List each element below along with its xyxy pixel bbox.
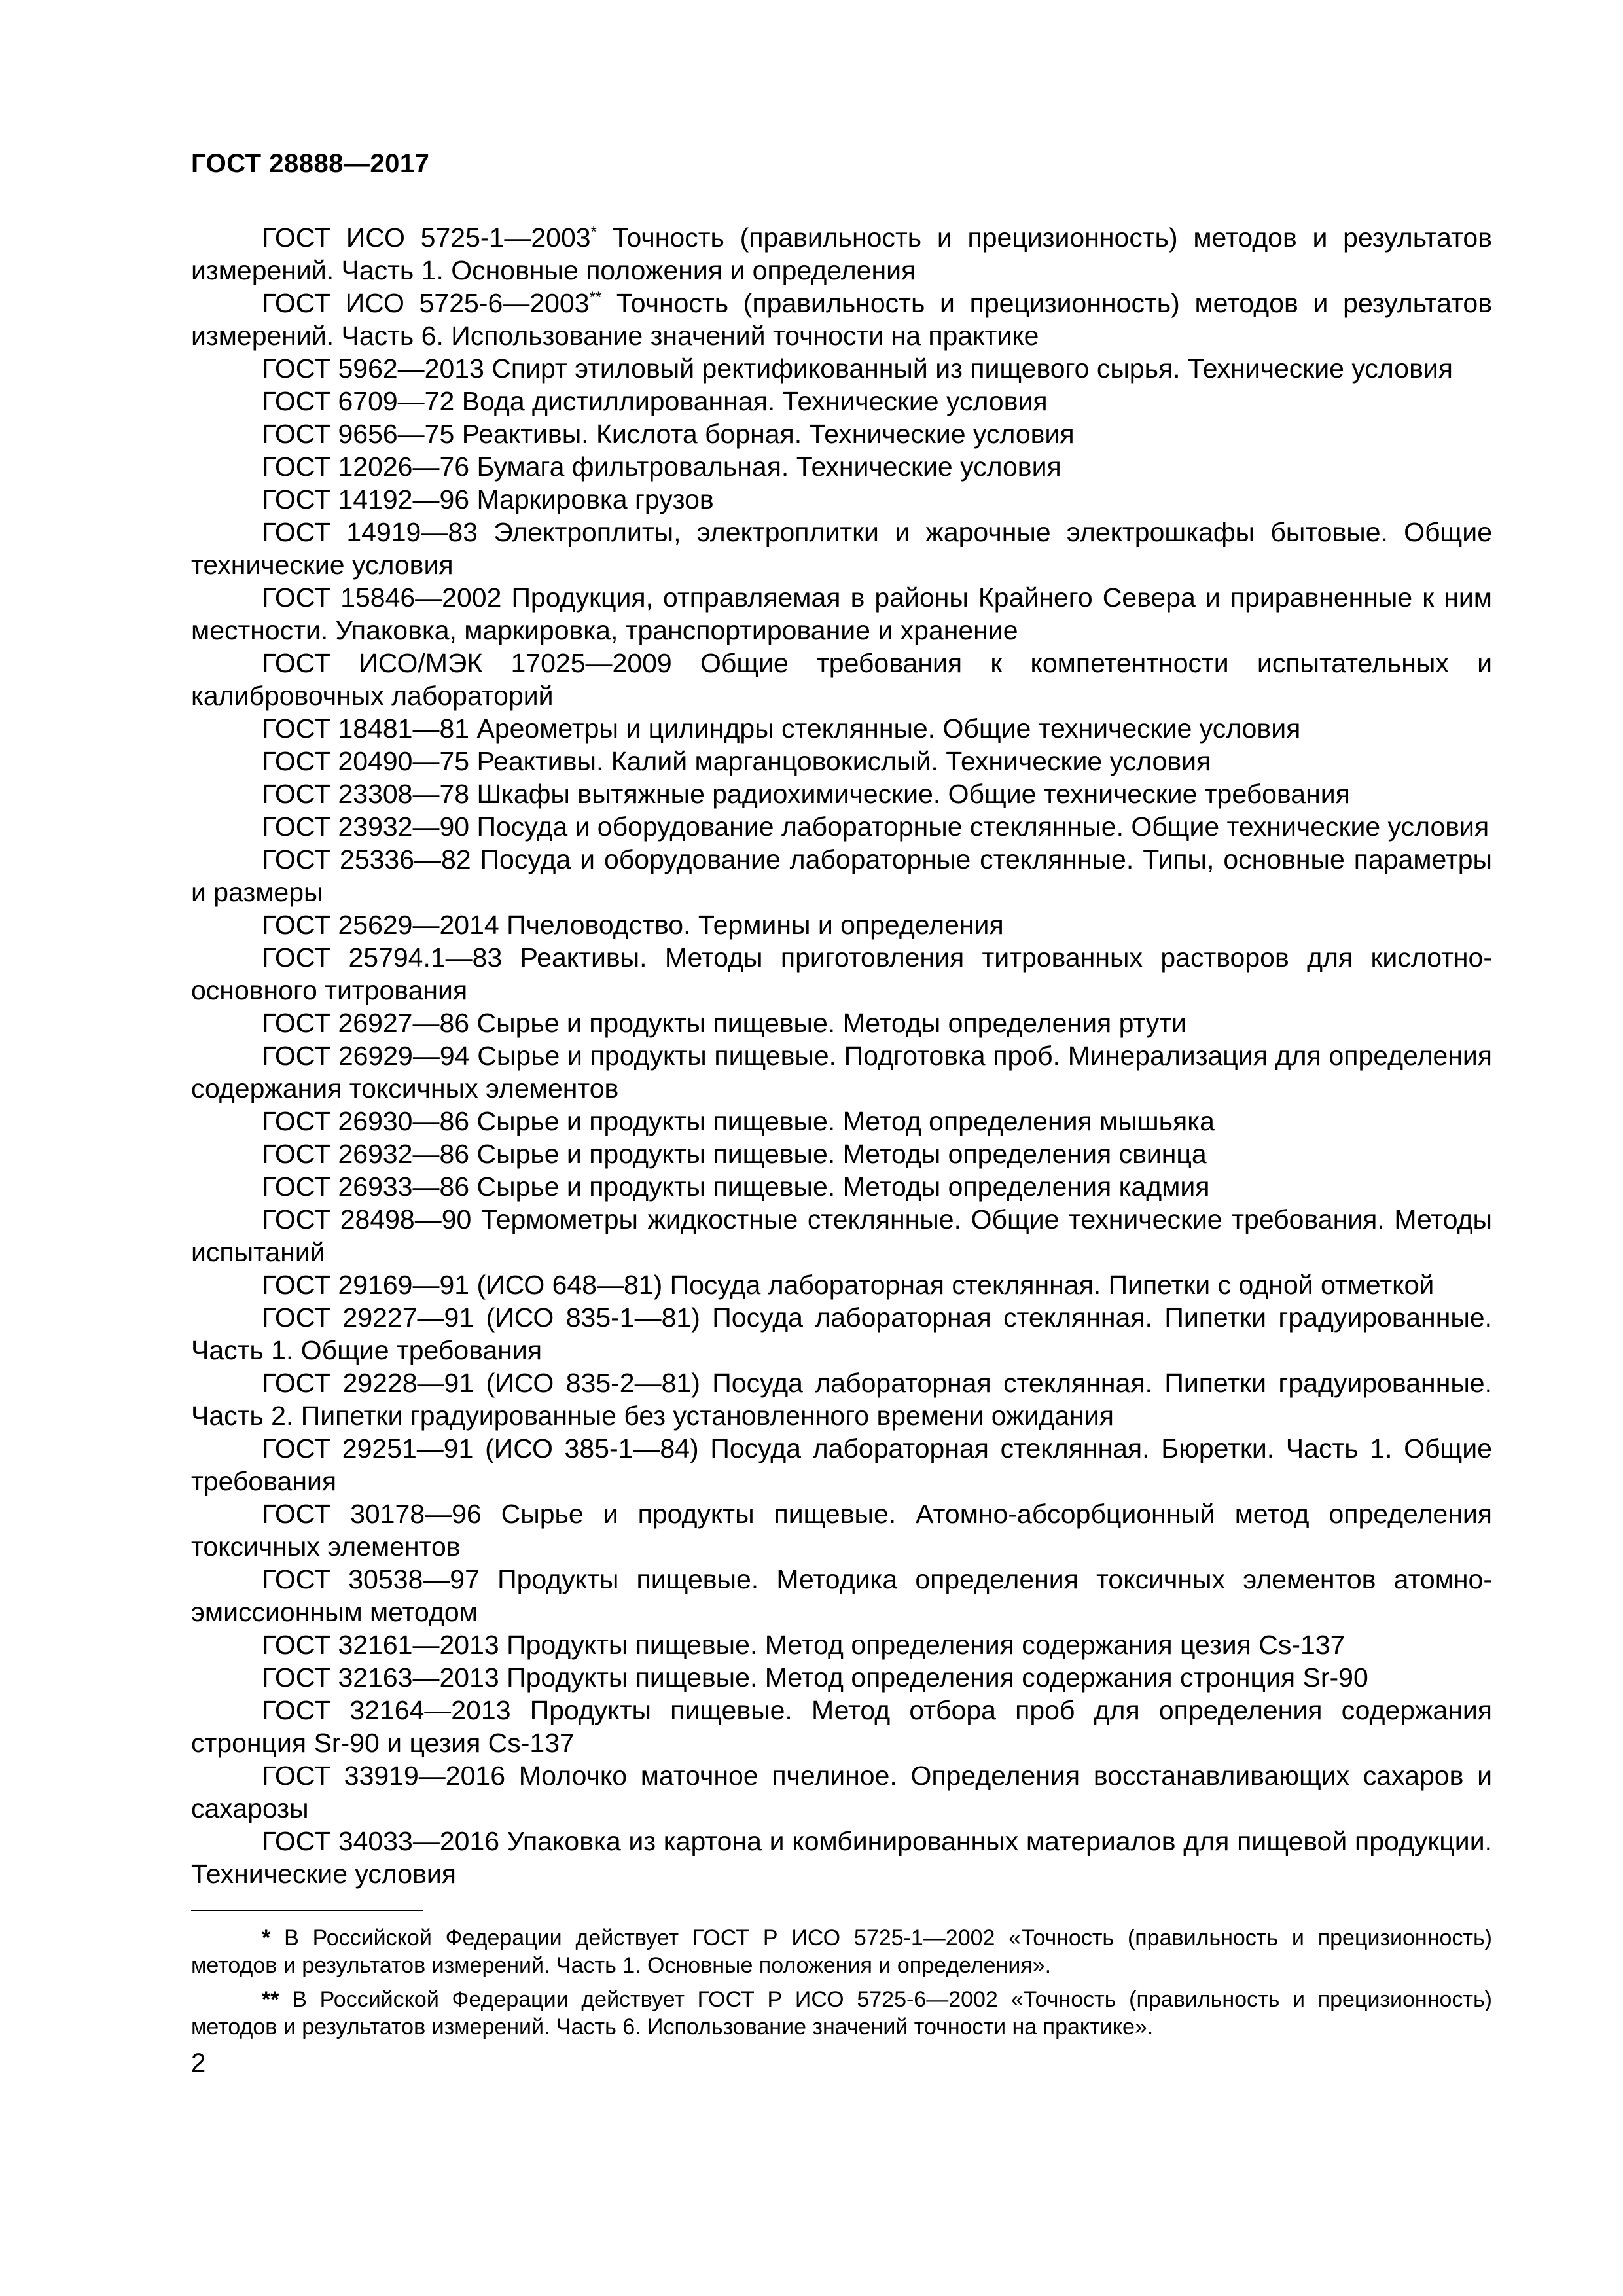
- reference-code: ГОСТ 9656—75: [262, 419, 455, 449]
- reference-title: Реактивы. Кислота борная. Технические условия: [454, 419, 1075, 449]
- reference-item: [191, 810, 1492, 843]
- footnote-mark: **: [262, 1987, 279, 2012]
- reference-title: (ИСО 648—81) Посуда лабораторная стеклянная. Пипетки с одной отметкой: [469, 1270, 1435, 1300]
- reference-code: ГОСТ 6709—72: [262, 386, 455, 416]
- document-code-header: ГОСТ 28888—2017: [191, 149, 430, 178]
- reference-code: ГОСТ 26927—86: [262, 1008, 470, 1038]
- reference-code: ГОСТ 29169—91: [262, 1270, 470, 1300]
- reference-title: Ареометры и цилиндры стеклянные. Общие технические условия: [469, 713, 1301, 744]
- reference-code: ГОСТ 14919—83: [262, 517, 478, 547]
- reference-code: ГОСТ 23932—90: [262, 812, 470, 842]
- reference-item: [191, 385, 1492, 418]
- normative-references-list: [191, 221, 1492, 1890]
- reference-title: Молочко маточное пчелиное. Определения восстанавливающих сахаров и сахарозы: [191, 1761, 1492, 1823]
- reference-item: [191, 450, 1492, 483]
- reference-title: Маркировка грузов: [469, 484, 714, 514]
- reference-code: ГОСТ 32163—2013: [262, 1662, 499, 1693]
- reference-item: [191, 941, 1492, 1007]
- reference-item: [191, 1138, 1492, 1170]
- reference-title: Точность (правильность и прецизионность) методов и результатов измерений. Часть 6. Использование значений точности на практике: [191, 288, 1493, 351]
- reference-code: ГОСТ 33919—2016: [262, 1761, 505, 1791]
- reference-item: [191, 1170, 1492, 1203]
- reference-title: Сырье и продукты пищевые. Подготовка проб. Минерализация для определения содержания токсичных элементов: [191, 1041, 1493, 1103]
- reference-code: ГОСТ 26932—86: [262, 1139, 470, 1169]
- reference-code: ГОСТ 30178—96: [262, 1499, 482, 1529]
- reference-title: Вода дистиллированная. Технические условия: [454, 386, 1048, 416]
- page-number: 2: [191, 2049, 206, 2077]
- reference-title: Электроплиты, электроплитки и жарочные электрошкафы бытовые. Общие технические условия: [191, 517, 1492, 580]
- reference-title: Сырье и продукты пищевые. Атомно-абсорбционный метод определения токсичных элементов: [191, 1499, 1492, 1562]
- reference-title: Продукты пищевые. Метод определения содержания стронция Sr-90: [499, 1662, 1368, 1693]
- reference-item: [191, 1203, 1492, 1268]
- reference-item: [191, 712, 1492, 745]
- footnote-text: В Российской Федерации действует ГОСТ Р ИСО 5725-6—2002 «Точность (правильность и прецизионность) методов и результатов измерений. Часть 6. Использование значений точности на практике».: [191, 1987, 1492, 2039]
- reference-code: ГОСТ 34033—2016: [262, 1826, 500, 1856]
- reference-title: (ИСО 385-1—84) Посуда лабораторная стеклянная. Бюретки. Часть 1. Общие требования: [191, 1433, 1492, 1496]
- reference-item: [191, 483, 1492, 516]
- reference-code: ГОСТ 26929—94: [262, 1041, 470, 1071]
- reference-title: Шкафы вытяжные радиохимические. Общие технические требования: [469, 779, 1350, 809]
- reference-code: ГОСТ 5962—2013: [262, 353, 484, 384]
- reference-code: ГОСТ 12026—76: [262, 452, 470, 482]
- reference-title: Продукты пищевые. Метод отбора проб для определения содержания стронция Sr-90 и цезия Cs-137: [191, 1695, 1492, 1758]
- reference-item: [191, 1432, 1492, 1498]
- reference-item: [191, 221, 1492, 287]
- reference-title: Продукты пищевые. Методика определения токсичных элементов атомно-эмиссионным методом: [191, 1564, 1492, 1627]
- reference-title: Посуда и оборудование лабораторные стеклянные. Типы, основные параметры и размеры: [191, 844, 1492, 907]
- reference-title: Общие требования к компетентности испытательных и калибровочных лабораторий: [191, 648, 1492, 711]
- reference-item: [191, 1367, 1492, 1432]
- reference-title: Упаковка из картона и комбинированных материалов для пищевой продукции. Технические условия: [191, 1826, 1492, 1889]
- reference-code: ГОСТ 32161—2013: [262, 1630, 499, 1660]
- reference-item: [191, 418, 1492, 450]
- reference-item: [191, 1628, 1492, 1661]
- reference-code: ГОСТ 23308—78: [262, 779, 470, 809]
- reference-item: [191, 1661, 1492, 1694]
- reference-title: Реактивы. Методы приготовления титрованных растворов для кислотно-основного титрования: [191, 942, 1492, 1005]
- reference-code: ГОСТ ИСО 5725-6—2003: [262, 288, 590, 318]
- reference-item: [191, 1825, 1492, 1890]
- reference-item: [191, 1268, 1492, 1301]
- reference-title: Термометры жидкостные стеклянные. Общие технические требования. Методы испытаний: [191, 1204, 1492, 1267]
- reference-code: ГОСТ 26930—86: [262, 1106, 470, 1136]
- reference-code: ГОСТ 26933—86: [262, 1172, 470, 1202]
- reference-item: [191, 908, 1492, 941]
- reference-item: [191, 287, 1492, 352]
- reference-code: ГОСТ 18481—81: [262, 713, 470, 744]
- reference-item: [191, 352, 1492, 385]
- reference-item: [191, 1105, 1492, 1138]
- footnote-mark: *: [590, 223, 597, 241]
- reference-item: [191, 843, 1492, 908]
- reference-code: ГОСТ 29251—91: [262, 1433, 474, 1463]
- reference-item: [191, 745, 1492, 778]
- reference-code: ГОСТ 25629—2014: [262, 910, 499, 940]
- reference-code: ГОСТ 28498—90: [262, 1204, 472, 1234]
- reference-title: Спирт этиловый ректификованный из пищевого сырья. Технические условия: [484, 353, 1453, 384]
- footnote-item: [191, 1986, 1492, 2041]
- reference-item: [191, 516, 1492, 581]
- reference-code: ГОСТ ИСО/МЭК 17025—2009: [262, 648, 672, 678]
- reference-item: [191, 778, 1492, 810]
- reference-title: Продукты пищевые. Метод определения содержания цезия Cs-137: [499, 1630, 1346, 1660]
- reference-title: Сырье и продукты пищевые. Методы определения свинца: [469, 1139, 1207, 1169]
- reference-title: Сырье и продукты пищевые. Методы определения кадмия: [469, 1172, 1210, 1202]
- reference-code: ГОСТ ИСО 5725-1—2003: [262, 223, 591, 253]
- reference-code: ГОСТ 25336—82: [262, 844, 471, 874]
- reference-title: Продукция, отправляемая в районы Крайнего Севера и приравненные к ним местности. Упаковка, маркировка, транспортирование и хранение: [191, 583, 1492, 645]
- reference-title: Реактивы. Калий марганцовокислый. Технические условия: [469, 746, 1211, 776]
- reference-item: [191, 1563, 1492, 1628]
- reference-code: ГОСТ 32164—2013: [262, 1695, 511, 1725]
- reference-item: [191, 1007, 1492, 1039]
- footnote-mark: **: [589, 289, 602, 306]
- reference-item: [191, 1039, 1492, 1105]
- footnote-item: [191, 1924, 1492, 1979]
- reference-title: Бумага фильтровальная. Технические условия: [469, 452, 1061, 482]
- reference-title: Сырье и продукты пищевые. Методы определения ртути: [469, 1008, 1186, 1038]
- footnotes: [191, 1924, 1492, 2047]
- reference-code: ГОСТ 29227—91: [262, 1302, 474, 1333]
- reference-item: [191, 1694, 1492, 1759]
- reference-code: ГОСТ 25794.1—83: [262, 942, 503, 973]
- reference-code: ГОСТ 29228—91: [262, 1368, 474, 1398]
- reference-title: (ИСО 835-1—81) Посуда лабораторная стеклянная. Пипетки градуированные. Часть 1. Общие требования: [191, 1302, 1492, 1365]
- reference-code: ГОСТ 14192—96: [262, 484, 470, 514]
- footnote-text: В Российской Федерации действует ГОСТ Р ИСО 5725-1—2002 «Точность (правильность и прецизионность) методов и результатов измерений. Часть 1. Основные положения и определения».: [191, 1926, 1492, 1978]
- reference-item: [191, 1301, 1492, 1367]
- reference-title: Посуда и оборудование лабораторные стеклянные. Общие технические условия: [469, 812, 1489, 842]
- footnote-divider: [191, 1910, 423, 1911]
- footnote-mark: *: [262, 1926, 271, 1950]
- reference-code: ГОСТ 30538—97: [262, 1564, 480, 1594]
- reference-code: ГОСТ 15846—2002: [262, 583, 502, 613]
- reference-code: ГОСТ 20490—75: [262, 746, 470, 776]
- reference-item: [191, 581, 1492, 647]
- reference-title: Точность (правильность и прецизионность) методов и результатов измерений. Часть 1. Основные положения и определения: [191, 223, 1492, 285]
- reference-item: [191, 647, 1492, 712]
- reference-item: [191, 1759, 1492, 1825]
- reference-title: (ИСО 835-2—81) Посуда лабораторная стеклянная. Пипетки градуированные. Часть 2. Пипетки градуированные без установленного времени ожидания: [191, 1368, 1492, 1431]
- reference-item: [191, 1498, 1492, 1563]
- reference-title: Сырье и продукты пищевые. Метод определения мышьяка: [469, 1106, 1215, 1136]
- reference-title: Пчеловодство. Термины и определения: [499, 910, 1004, 940]
